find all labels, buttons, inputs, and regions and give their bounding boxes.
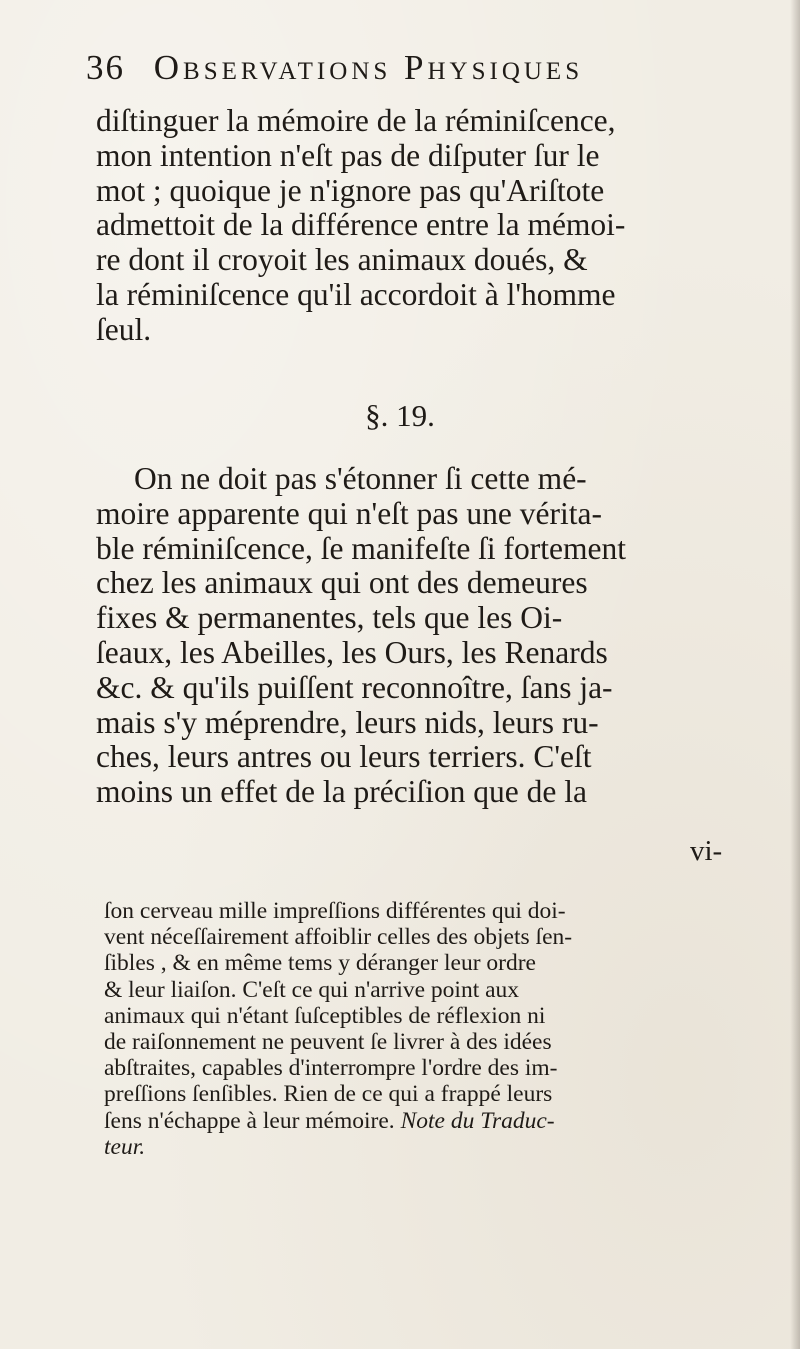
footnote-line [104, 1134, 744, 1160]
footnote [104, 898, 744, 1160]
footnote-line: & leur liaiſon. C'eſt ce qui n'arrive point aux [104, 976, 520, 1003]
text-line: mot ; quoique je n'ignore pas qu'Ariſtote [96, 172, 605, 208]
footnote-line: preſſions ſenſibles. Rien de ce qui a frappé leurs [104, 1081, 553, 1108]
text-line: ble réminiſcence, ſe manifeſte ſi fortement [96, 530, 627, 566]
page-number: 36 [86, 48, 125, 87]
footnote-text: ſens n'échappe à leur mémoire. [104, 1107, 395, 1134]
text-line: mais s'y méprendre, leurs nids, leurs ru- [96, 704, 599, 740]
text-line: ſeaux, les Abeilles, les Ours, les Renards [96, 634, 608, 670]
text-line: admettoit de la différence entre la mémoi- [96, 207, 626, 243]
text-line: mon intention n'eſt pas de diſputer ſur le [96, 137, 600, 173]
paragraph-1 [96, 104, 736, 348]
text-line: ſeul. [96, 311, 152, 347]
translator-note-label-end: teur. [104, 1133, 146, 1160]
footnote-line: animaux qui n'étant ſuſceptibles de réflexion ni [104, 1002, 546, 1029]
text-line: moins un effet de la préciſion que de la [96, 774, 588, 810]
text-line: re dont il croyoit les animaux doués, & [96, 242, 588, 278]
footnote-line: ſon cerveau mille impreſſions différentes qui doi- [104, 898, 566, 924]
footnote-line: ſibles , & en même tems y déranger leur ordre [104, 950, 536, 977]
text-line: ches, leurs antres ou leurs terriers. C'eſt [96, 739, 592, 775]
text-line: moire apparente qui n'eſt pas une vérita- [96, 495, 602, 531]
page-edge-shadow [790, 0, 800, 1349]
translator-note-label: Note du Traduc- [400, 1107, 555, 1134]
footnote-line: de raiſonnement ne peuvent ſe livrer à des idées [104, 1028, 552, 1055]
text-line: On ne doit pas s'étonner ſi cette mé- [134, 461, 587, 496]
text-line: diſtinguer la mémoire de la réminiſcence, [96, 103, 616, 138]
text-line: la réminiſcence qu'il accordoit à l'homme [96, 276, 616, 312]
paragraph-2 [96, 462, 736, 810]
catchword: vi- [690, 835, 723, 867]
running-header [86, 48, 706, 88]
section-heading: §. 19. [365, 398, 435, 433]
footnote-line [104, 1108, 744, 1134]
text-line: fixes & permanentes, tels que les Oi- [96, 600, 563, 636]
footnote-line: abſtraites, capables d'interrompre l'ordre des im- [104, 1055, 558, 1082]
footnote-line: vent néceſſairement affoiblir celles des objets ſen- [104, 924, 573, 951]
text-line: &c. & qu'ils puiſſent reconnoître, ſans ja- [96, 669, 613, 705]
text-line: chez les animaux qui ont des demeures [96, 565, 588, 601]
running-title: Observations Physiques [153, 48, 584, 87]
